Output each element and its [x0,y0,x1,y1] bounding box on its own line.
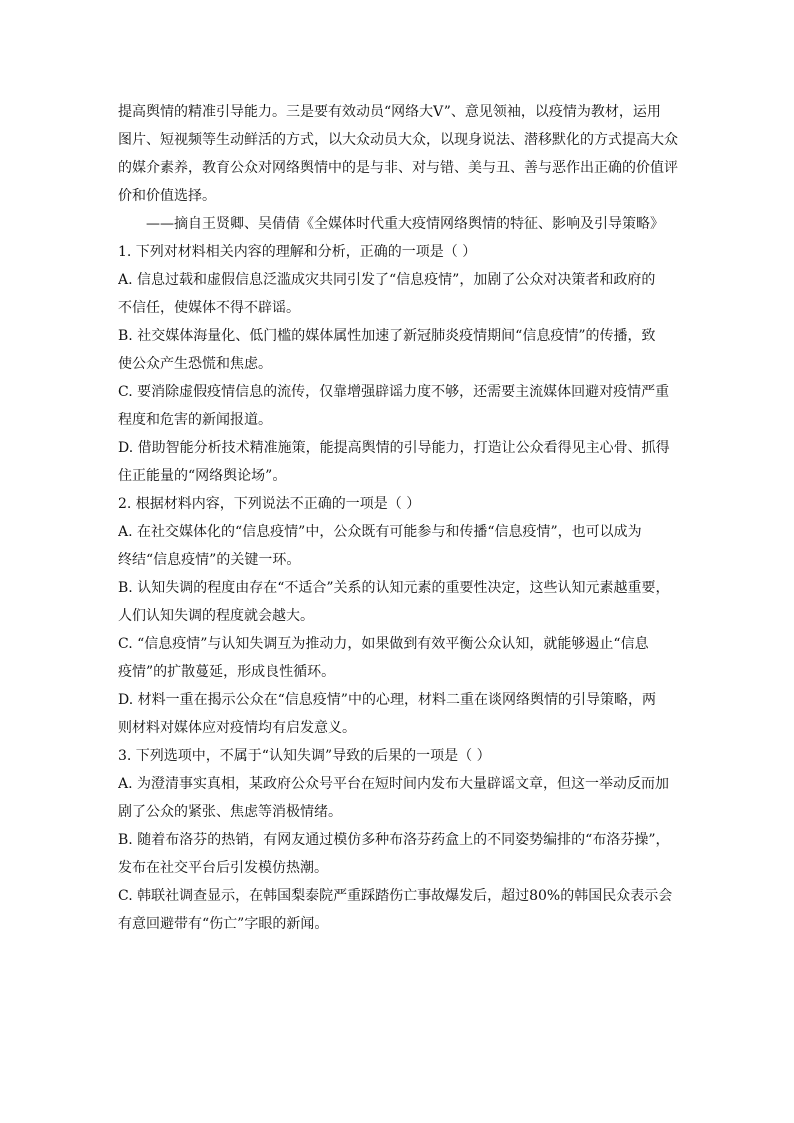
option-b-line-1: B. 社交媒体海量化、低门槛的媒体属性加速了新冠肺炎疫情期间“信息疫情”的传播，致 [118,328,656,344]
option-c-line-1: C. 要消除虚假疫情信息的流传，仅靠增强辟谣力度不够，还需要主流媒体回避对疫情严重 [118,384,670,400]
option-c-line-2: 疫情”的扩散蔓延，形成良性循环。 [118,664,336,680]
option-d-line-1: D. 材料一重在揭示公众在“信息疫情”中的心理，材料二重在谈网络舆情的引导策略，两 [118,692,656,708]
passage-paragraph [118,98,678,210]
question-stem: 2. 根据材料内容，下列说法不正确的一项是（ ） [118,496,421,512]
source-citation: ——摘自王贤卿、吴倩倩《全媒体时代重大疫情网络舆情的特征、影响及引导策略》 [146,216,664,232]
option-d-line-2: 住正能量的“网络舆论场”。 [118,468,287,484]
option-d-line-2: 则材料对媒体应对疫情均有启发意义。 [118,720,356,736]
option-a-line-1: A. 在社交媒体化的“信息疫情”中，公众既有可能参与和传播“信息疫情”，也可以成为 [118,524,642,540]
document-content [118,98,678,938]
option-b-line-2: 使公众产生恐慌和焦虑。 [118,356,272,372]
option-a-line-2: 终结“信息疫情”的关键一环。 [118,552,301,568]
option-b-line-1: B. 认知失调的程度由存在“不适合”关系的认知元素的重要性决定，这些认知元素越重要， [118,580,670,596]
question-1 [118,238,678,490]
option-b-line-2: 发布在社交平台后引发模仿热潮。 [118,860,328,876]
option-d-line-1: D. 借助智能分析技术精准施策，能提高舆情的引导能力，打造让公众看得见主心骨、抓得 [118,440,670,456]
question-stem: 1. 下列对材料相关内容的理解和分析，正确的一项是（ ） [118,244,477,260]
question-2 [118,490,678,742]
passage-line: 的媒介素养，教育公众对网络舆情中的是与非、对与错、美与丑、善与恶作出正确的价值评 [118,160,678,176]
option-c-line-1: C. 韩联社调查显示，在韩国梨泰院严重踩踏伤亡事故爆发后，超过80%的韩国民众表示会 [118,888,673,904]
option-c-line-2: 有意回避带有“伤亡”字眼的新闻。 [118,916,329,932]
passage-line: 价和价值选择。 [118,188,216,204]
question-3 [118,742,678,938]
question-stem: 3. 下列选项中，不属于“认知失调”导致的后果的一项是（ ） [118,748,491,764]
option-a-line-1: A. 为澄清事实真相，某政府公众号平台在短时间内发布大量辟谣文章，但这一举动反而加 [118,776,670,792]
option-a-line-1: A. 信息过载和虚假信息泛滥成灾共同引发了“信息疫情”，加剧了公众对决策者和政府的 [118,272,656,288]
option-a-line-2: 不信任，使媒体不得不辟谣。 [118,300,300,316]
option-c-line-1: C. “信息疫情”与认知失调互为推动力，如果做到有效平衡公众认知，就能够遏止“信息 [118,636,649,652]
option-b-line-2: 人们认知失调的程度就会越大。 [118,608,314,624]
option-c-line-2: 程度和危害的新闻报道。 [118,412,272,428]
option-a-line-2: 剧了公众的紧张、焦虑等消极情绪。 [118,804,342,820]
option-b-line-1: B. 随着布洛芬的热销，有网友通过模仿多种布洛芬药盒上的不同姿势编排的“布洛芬操”， [118,832,670,848]
passage-line: 图片、短视频等生动鲜活的方式，以大众动员大众，以现身说法、潜移默化的方式提高大众 [118,132,678,148]
passage-line: 提高舆情的精准引导能力。三是要有效动员“网络大V”、意见领袖，以疫情为教材，运用 [118,104,661,120]
